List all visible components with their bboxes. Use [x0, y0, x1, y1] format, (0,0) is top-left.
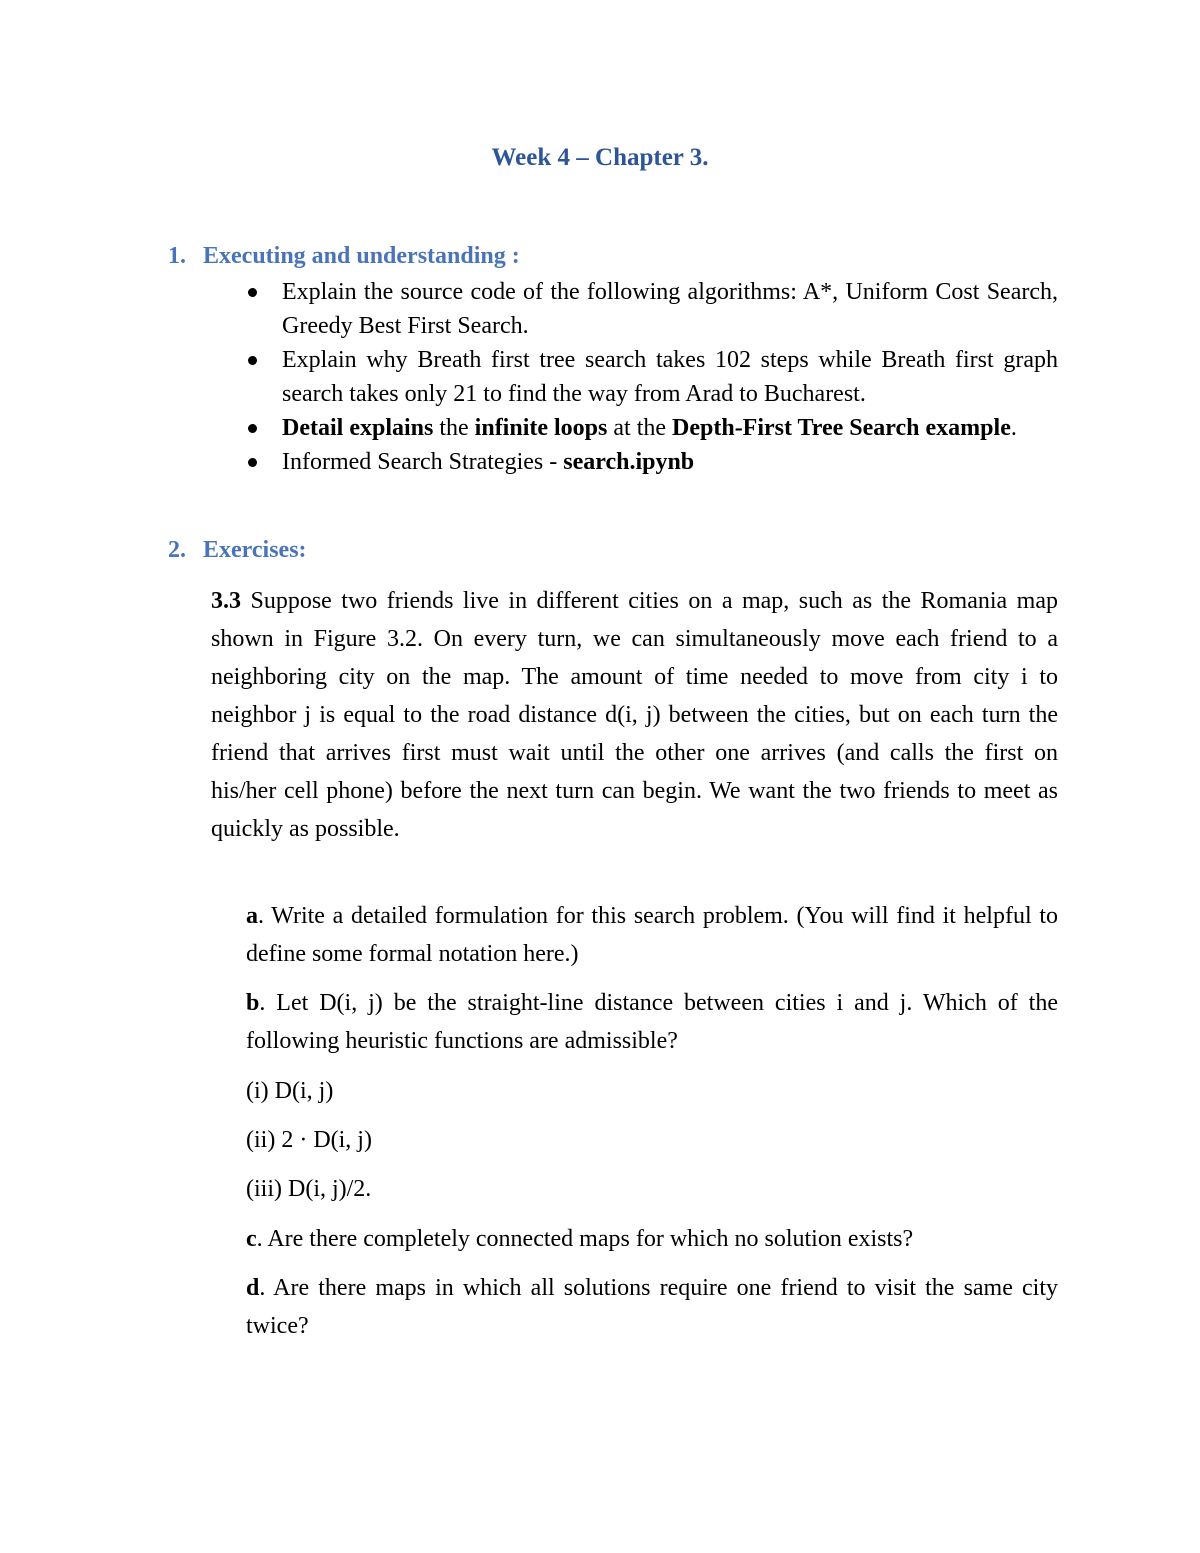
list-item: [240, 275, 1058, 343]
exercise-part-c: [246, 1220, 1058, 1258]
list-item-text: Informed Search Strategies -: [282, 449, 564, 475]
exercise-part-a: [246, 897, 1058, 973]
part-text: . Are there maps in which all solutions require one friend to visit the same city twice?: [246, 1275, 1058, 1339]
bullet-icon: [248, 356, 257, 365]
bullet-icon: [248, 288, 257, 297]
bold-text: Depth-First Tree Search example: [672, 415, 1011, 441]
part-text: . Are there completely connected maps for which no solution exists?: [256, 1226, 914, 1252]
list-item: [240, 343, 1058, 411]
list-item-text: at the: [607, 415, 673, 441]
exercise-number: 3.3: [211, 588, 241, 614]
part-label: a: [246, 903, 258, 929]
list-item-text: .: [1010, 415, 1017, 441]
part-label: d: [246, 1275, 260, 1301]
exercise-text: Suppose two friends live in different cities on a map, such as the Romania map shown in Figure 3.2. On every turn, we can simultaneously move each friend to a neighboring city on the map. The amount of time needed to move from city i to neighbor j is equal to the road distance d(i, j) between the cities, but on each turn the friend that arrives first must wait until the other one arrives (and calls the first on his/her cell phone) before the next turn can begin. We want the two friends to meet as quickly as possible.: [211, 588, 1058, 842]
bold-text: infinite loops: [474, 415, 608, 441]
list-item: [240, 411, 1058, 445]
section-heading-text: Executing and understanding :: [203, 243, 520, 269]
list-item-text: Explain why Breath first tree search takes 102 steps while Breath first graph search takes only 21 to find the way from Arad to Bucharest.: [282, 347, 1058, 407]
exercise-part-b: [246, 984, 1058, 1060]
bullet-icon: [248, 458, 257, 467]
list-item-text: the: [433, 415, 475, 441]
part-label: c: [246, 1226, 257, 1252]
page-title: Week 4 – Chapter 3.: [491, 144, 709, 171]
heuristic-option-ii: (ii) 2 · D(i, j): [246, 1127, 372, 1153]
exercise-part-d: [246, 1269, 1058, 1345]
bold-text: Detail explains: [282, 415, 434, 441]
section-number: 1.: [168, 243, 186, 269]
bullet-icon: [248, 424, 257, 433]
task-list: [240, 275, 1058, 479]
heuristic-option-iii: (iii) D(i, j)/2.: [246, 1176, 372, 1202]
part-text: . Write a detailed formulation for this search problem. (You will find it helpful to define some formal notation here.): [246, 903, 1058, 967]
list-item: [240, 445, 1058, 479]
exercise-paragraph: [211, 582, 1058, 848]
part-label: b: [246, 990, 260, 1016]
filename-text: search.ipynb: [563, 449, 695, 475]
section-number: 2.: [168, 537, 186, 563]
section-heading-text: Exercises:: [203, 537, 307, 563]
part-text: . Let D(i, j) be the straight-line distance between cities i and j. Which of the following heuristic functions are admissible?: [246, 990, 1058, 1054]
list-item-text: Explain the source code of the following algorithms: A*, Uniform Cost Search, Greedy Best First Search.: [282, 279, 1058, 339]
heuristic-option-i: (i) D(i, j): [246, 1078, 334, 1104]
